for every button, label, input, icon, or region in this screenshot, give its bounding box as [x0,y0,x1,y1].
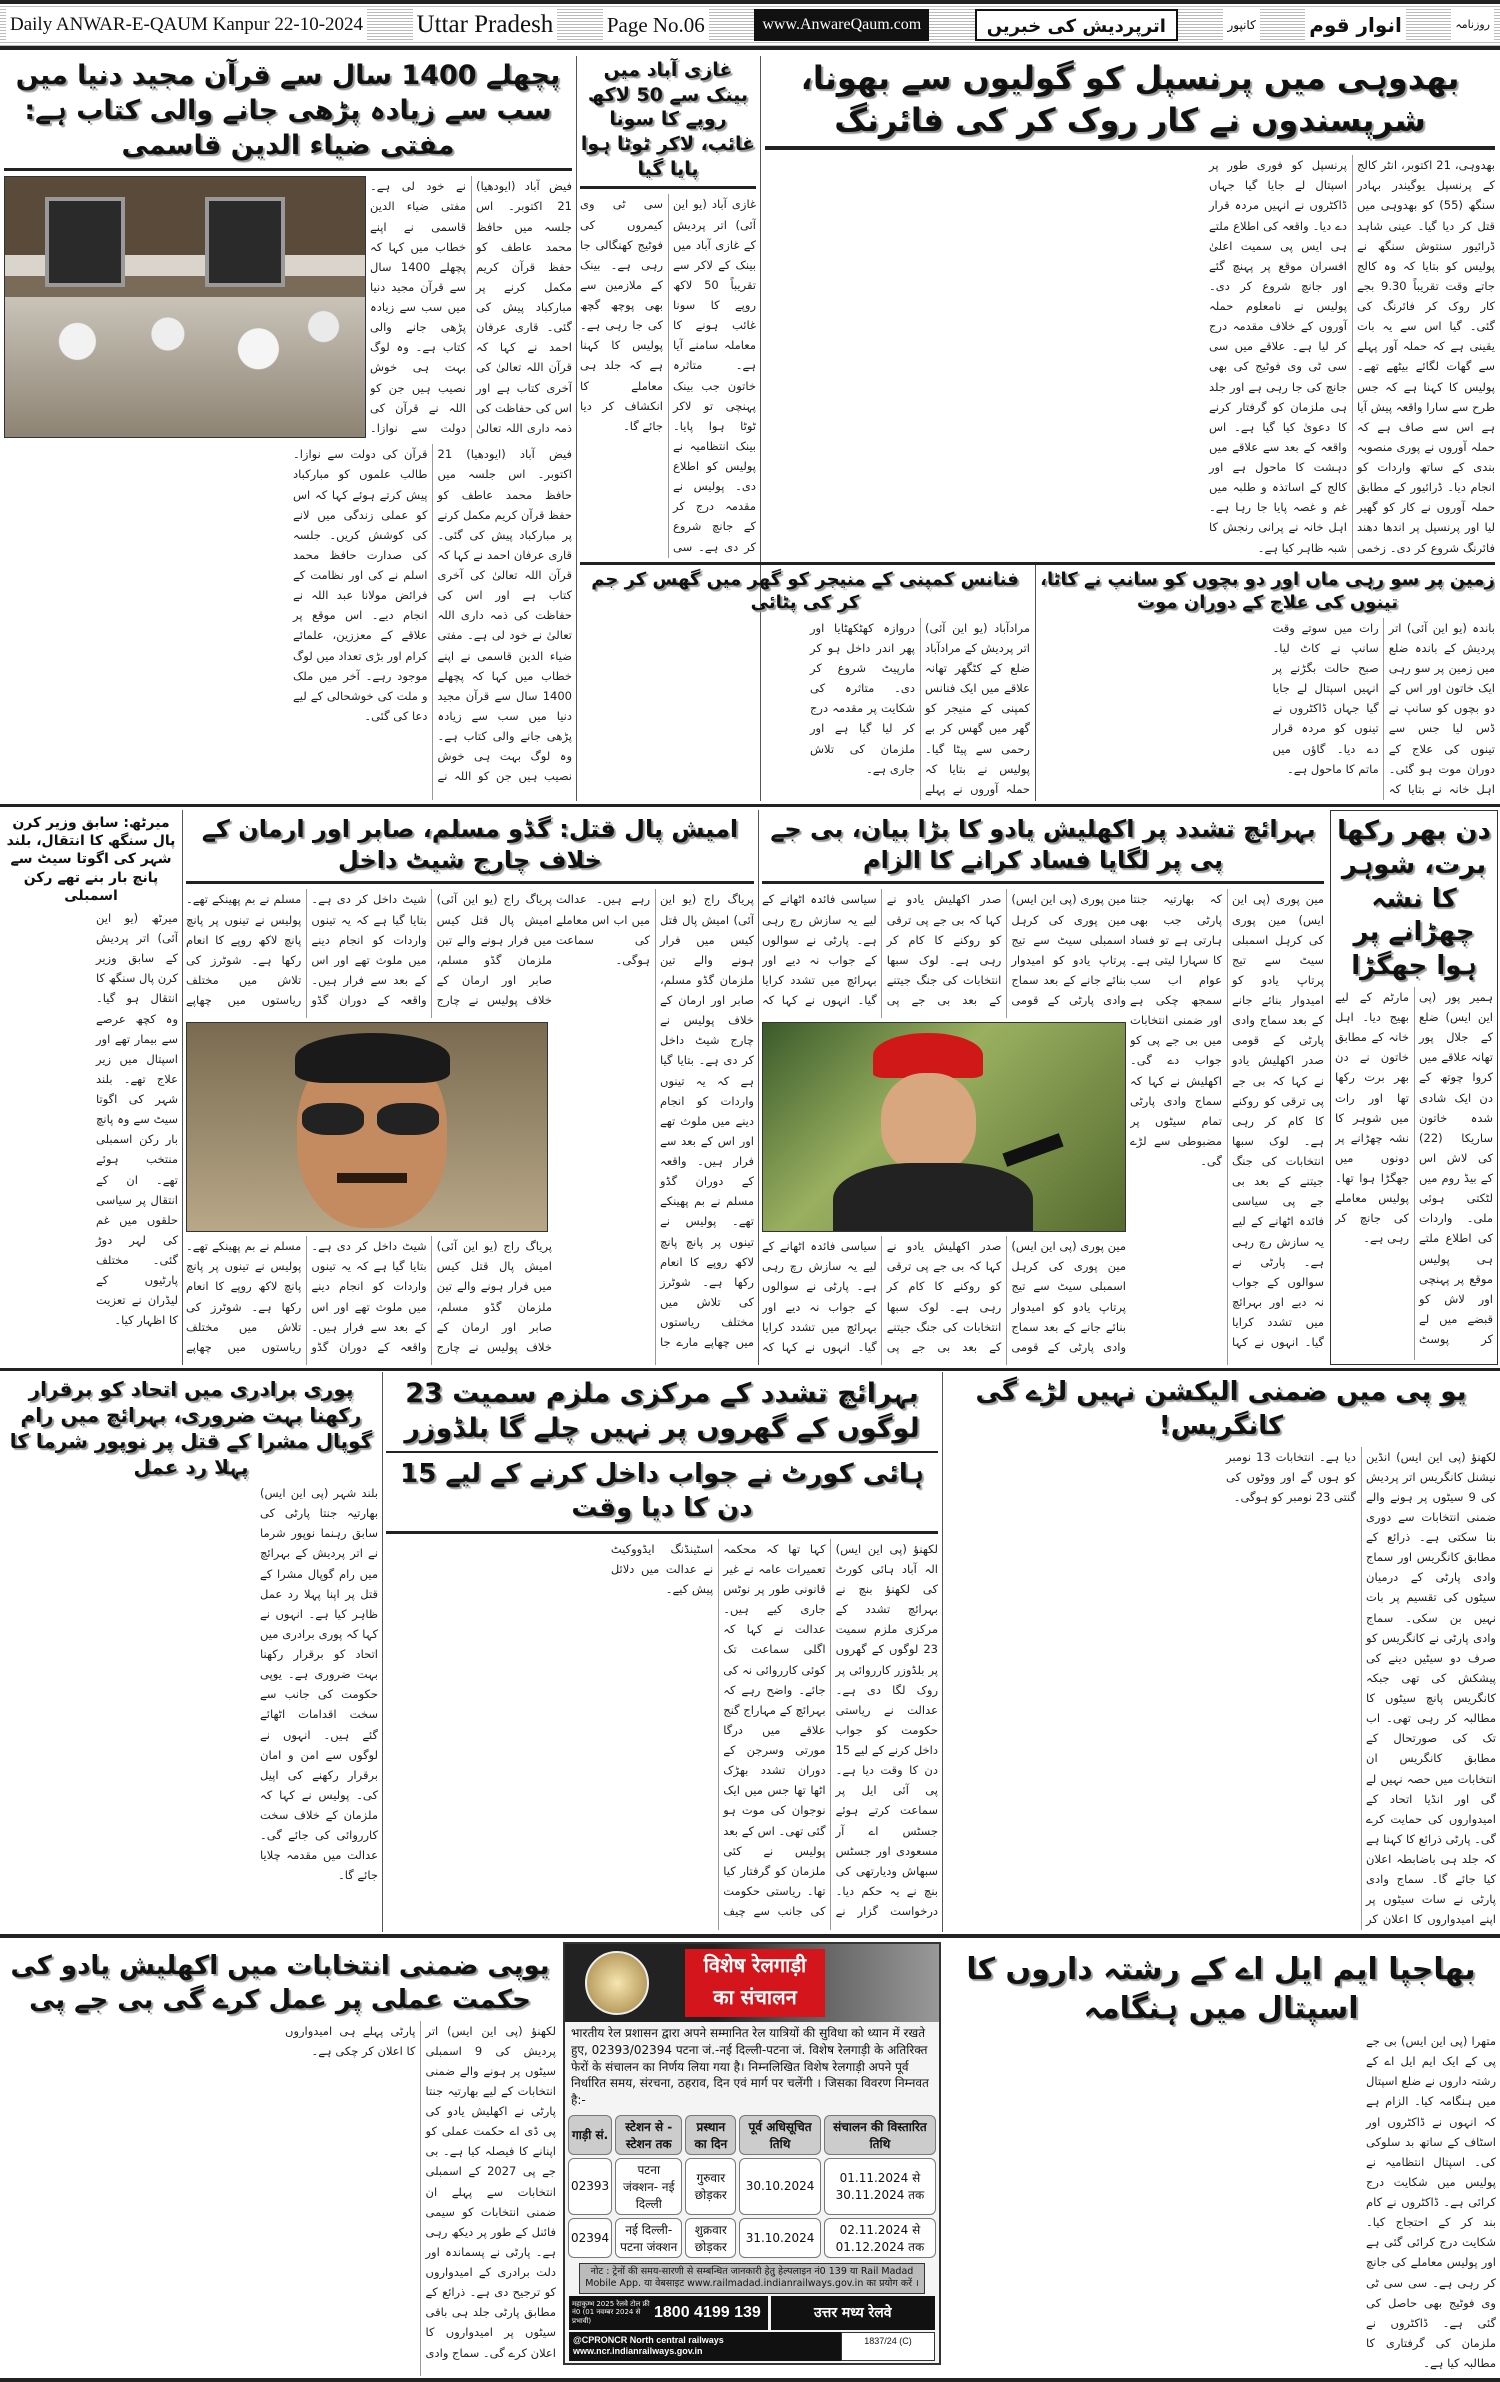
article-akhilesh [762,814,1324,1365]
headline-bulldozer: بہرائچ تشدد کے مرکزی ملزم سمیت 23 لوگوں کے گھروں پر نہیں چلے گا بلڈوزر [404,1378,920,1445]
tollfree-label: महाकुम्भ 2025 रेलवे टोल फ्री नं0 (01 नवम्बर 2024 से प्रभावी) [572,2300,650,2325]
article-akhilesh-body-c: مین پوری (پی این ایس) مین پوری کی کرہل اسمبلی سیٹ سے تیج پرتاپ یادو کو امیدوار بنائے جانے کے بعد سماج وادی پارٹی کے قومی صدر اکھلیش یادو نے کہا کہ بی جے پی ترقی کو روکنے کا کام کر رہی ہے۔ لوک سبھا انتخابات کی جنگ جیتنے کے بعد بی جے پی سیاسی فائدہ اٹھانے کے لیے یہ سازش رچ رہی ہے۔ پارٹی نے سوالوں کے جواب نہ دیے اور بہرائچ میں تشدد کرایا گیا۔ انہوں نے کہا کہ [762,1239,1126,1354]
article-quran-body-a: فیض آباد (ایودھیا) 21 اکتوبر۔ اس جلسہ میں حافظ محمد عاطف کو حفظ قرآن کریم مکمل کرنے پر مبارکباد پیش کی گئی۔ قاری عرفان احمد نے کہا کہ قرآن اللہ تعالیٰ کی آخری کتاب ہے اور اس کی حفاظت کی ذمہ داری اللہ تعالیٰ نے خود لی ہے۔ مفتی ضیاء الدین قاسمی نے اپنے خطاب میں کہا کہ پچھلے 1400 سال سے قرآن مجید دنیا میں سب سے زیادہ پڑھی جانے والی کتاب ہے۔ وہ لوگ بہت ہی خوش نصیب ہیں جن کو اللہ نے قرآن کی دولت سے نوازا۔ [370,179,572,435]
table-header-row [568,2115,936,2155]
subheadline-bulldozer: ہائی کورٹ نے جواب داخل کرنے کے لیے 15 دن کا دیا وقت [400,1459,924,1523]
photo-religious-gathering [4,176,366,438]
header-extended-date: संचालन की विस्तारित तिथि [824,2115,936,2155]
masthead-website[interactable]: www.AnwareQaum.com [754,9,929,41]
masthead-date: Daily ANWAR-E-QAUM Kanpur 22-10-2024 [6,9,367,41]
article-congress-body: لکھنؤ (پی این ایس) انڈین نیشنل کانگریس اتر پردیش کی 9 سیٹوں پر ہونے والے ضمنی انتخابات سے دوری بنا سکتی ہے۔ ذرائع کے مطابق کانگریس اور سماج وادی پارٹی کے درمیان سیٹوں کی تقسیم پر بات نہیں بن سکی۔ سماج وادی پارٹی نے کانگریس کو صرف دو سیٹیں دینے کی پیشکش کی تھی جبکہ کانگریس پانچ سیٹوں کا مطالبہ کر رہی تھی۔ اب تک کی صورتحال کے مطابق کانگریس ان انتخابات میں حصہ نہیں لے گی اور انڈیا اتحاد کے امیدواروں کی حمایت کرے گی۔ پارٹی ذرائع کا کہنا ہے کہ جلد ہی باضابطہ اعلان کیا جائے گا۔ سماج وادی پارٹی نے سات سیٹوں پر اپنے امیدواروں کا اعلان کر دیا ہے۔ انتخابات 13 نومبر کو ہوں گے اور ووٹوں کی گنتی 23 نومبر کو ہوگی۔ [1226,1449,1496,1927]
table-row [568,2158,936,2215]
article-bjp-mla-body: متھرا (پی این ایس) بی جے پی کے ایک ایم ایل اے کے رشتہ داروں نے ضلع اسپتال میں ہنگامہ کیا۔ الزام ہے کہ انہوں نے ڈاکٹروں اور اسٹاف کے ساتھ بد سلوکی کی۔ اسپتال انتظامیہ نے پولیس میں شکایت درج کرائی ہے۔ ڈاکٹروں نے کام بند کر کے احتجاج کیا۔ شکایت درج کرائی گئی ہے اور پولیس معاملے کی جانچ کر رہی ہے۔ سی سی ٹی وی فوٹیج بھی حاصل کی گئی ہے۔ ڈاکٹروں نے ملزمان کی گرفتاری کا مطالبہ کیا ہے۔ [1366,2034,1496,2370]
article-ghaziabad [580,58,756,558]
masthead [0,0,1500,50]
article-bhadohi [765,58,1495,558]
tollfree-box [569,2296,768,2330]
headline-umesh-pal: امیش پال قتل: گڈو مسلم، صابر اور ارمان کے خلاف چارج شیٹ داخل [201,815,739,875]
ad-title-line2: का संचालन [713,1985,797,2009]
article-umesh-body-a: پریاگ راج (یو این آئی) امیش پال قتل کیس میں فرار ہونے والے تین ملزمان گڈو مسلم، صابر اور ارمان کے خلاف پولیس نے چارج شیٹ داخل کر دی ہے۔ بتایا گیا ہے کہ یہ تینوں واردات کو انجام دینے میں ملوث تھے اور اس کے بعد سے فرار ہیں۔ واقعہ کے دوران گڈو مسلم نے بم پھینکے تھے۔ پولیس نے تینوں پر پانچ پانچ لاکھ روپے کا انعام رکھا ہے۔ شوٹرز کی تلاش میں مختلف ریاستوں میں چھاپے [186,892,552,1007]
ad-intro: भारतीय रेल प्रशासन द्वारा अपने सम्मानित रेल यात्रियों की सुविधा को ध्यान में रखते हुए, 02393/02394 पटना जं.-नई दिल्ली-पटना जं. विशेष रेलगाड़ी के अतिरिक्त फेरों के संचालन का निर्णय लिया गया है। निम्नलिखित विशेष रेलगाड़ी अपने पूर्व निर्धारित समय, संरचना, ठहराव, दिन एवं मार्ग पर चलेंगी । जिसका विवरण निम्नवत है:- [571,2026,929,2108]
article-quran [4,58,572,800]
cell: 02394 [568,2218,612,2258]
headline-akhilesh: بہرائچ تشدد پر اکھلیش یادو کا بڑا بیان، بی جے پی پر لگایا فساد کرانے کا الزام [770,815,1316,875]
article-ghaziabad-body: غازی آباد (یو این آئی) اتر پردیش کے غازی آباد میں بینک کے لاکر سے تقریباً 50 لاکھ روپے کا سونا غائب ہونے کا معاملہ سامنے آیا ہے۔ متاثرہ خاتون جب بینک پہنچی تو لاکر ٹوٹا ہوا پایا۔ بینک انتظامیہ نے پولیس کو اطلاع دی۔ پولیس نے مقدمہ درج کر کے جانچ شروع کر دی ہے۔ سی سی ٹی وی کیمروں کی فوٹیج کھنگالی جا رہی ہے۔ بینک کے ملازمین سے بھی پوچھ گچھ کی جا رہی ہے۔ پولیس کا کہنا ہے کہ جلد ہی معاملے کا انکشاف کر دیا جائے گا۔ [580,197,756,554]
article-bulldozer [386,1376,938,1930]
article-umesh-body-c: پریاگ راج (یو این آئی) امیش پال قتل کیس میں فرار ہونے والے تین ملزمان گڈو مسلم، صابر اور ارمان کے خلاف پولیس نے چارج شیٹ داخل کر دی ہے۔ بتایا گیا ہے کہ یہ تینوں واردات کو انجام دینے میں ملوث تھے اور اس کے بعد سے فرار ہیں۔ واقعہ کے دوران گڈو مسلم نے بم پھینکے تھے۔ پولیس نے تینوں پر پانچ پانچ لاکھ روپے کا انعام رکھا ہے۔ شوٹرز کی تلاش میں مختلف ریاستوں میں چھاپے [186,1239,552,1354]
railway-name: उत्तर मध्य रेलवे [771,2296,935,2330]
headline-fast: دن بھر رکھا برت، شوہر کا نشہ چھڑانے پر ہوا جھگڑا [1337,816,1491,982]
headline-finance: فنانس کمپنی کے منیجر کو گھر میں گھس کر جم کر کی پٹائی [591,569,1019,614]
cell: पटना जंक्शन- नई दिल्ली [615,2158,682,2215]
article-byelection [4,1950,556,2376]
article-finance [580,568,1030,800]
article-brotherhood-body: بلند شہر (پی این ایس) بھارتیہ جنتا پارٹی کی سابق رہنما نوپور شرما نے اتر پردیش کے بہرائچ میں رام گوپال مشرا کے قتل پر اپنا پہلا رد عمل ظاہر کیا ہے۔ انہوں نے کہا کہ پوری برادری میں اتحاد کو برقرار رکھنا بہت ضروری ہے۔ یوپی حکومت کی جانب سے سخت اقدامات اٹھائے گئے ہیں۔ انہوں نے لوگوں سے امن و امان برقرار رکھنے کی اپیل کی۔ پولیس نے کہا کہ ملزمان کے خلاف سخت کارروائی کی جائے گی۔ عدالت میں مقدمہ چلایا جائے گا۔ [260,1486,378,1883]
headline-quran: پچھلے 1400 سال سے قرآن مجید دنیا میں سب سے زیادہ پڑھی جانے والی کتاب ہے: مفتی ضیاء الدین قاسمی [15,60,561,162]
article-akhilesh-body-b: مین پوری (پی این ایس) مین پوری کی کرہل اسمبلی سیٹ سے تیج پرتاپ یادو کو امیدوار بنائے جانے کے بعد سماج وادی پارٹی کے قومی صدر اکھلیش یادو نے کہا کہ بی جے پی ترقی کو روکنے کا کام کر رہی ہے۔ لوک سبھا انتخابات کی جنگ جیتنے کے بعد بی جے پی سیاسی فائدہ اٹھانے کے لیے یہ سازش رچ رہی ہے۔ پارٹی نے سوالوں کے جواب نہ دیے اور بہرائچ میں تشدد کرایا گیا۔ انہوں نے کہا کہ [762,892,1126,1007]
headline-congress: یو پی میں ضمنی الیکشن نہیں لڑے گی کانگریس! [975,1377,1467,1441]
ad-title [685,1949,825,2017]
headline-byelection: یوپی ضمنی انتخابات میں اکھلیش یادو کی حکمت عملی پر عمل کرے گی بی جے پی [10,1951,550,2015]
article-bhadohi-body: بھدوہی، 21 اکتوبر، انٹر کالج کے پرنسپل یوگیندر بہادر سنگھ (55) کو بھدوہی میں قتل کر دیا گیا۔ عینی شاہد ڈرائیور سنتوش سنگھ نے پولیس کو بتایا کہ وہ کالج جاتے وقت تقریباً 9.30 بجے کار روک کر فائرنگ کی گئی۔ گیا اس سے یہ بات یقینی ہے کہ حملہ آور پہلے سے گھات لگائے بیٹھے تھے۔ پولیس کا کہنا ہے کہ جس طرح سے سارا واقعہ پیش آیا ہے اس سے صاف ہے کہ حملہ آوروں نے پوری منصوبہ بندی کے ساتھ واردات کو انجام دیا۔ ڈرائیور کے مطابق حملہ آوروں نے کار کو گھیر لیا اور پرنسپل پر اندھا دھند فائرنگ شروع کر دی۔ زخمی پرنسپل کو فوری طور پر اسپتال لے جایا گیا جہاں ڈاکٹروں نے انہیں مردہ قرار دے دیا۔ واقعہ کی اطلاع ملتے ہی ایس پی سمیت اعلیٰ افسران موقع پر پہنچ گئے اور جانچ شروع کر دی۔ پولیس نے نامعلوم حملہ آوروں کے خلاف مقدمہ درج کر لیا ہے۔ علاقے میں سی سی ٹی وی فوٹیج کی بھی جانچ کی جا رہی ہے اور جلد ہی ملزمان کو گرفتار کرنے کا دعویٰ کیا گیا ہے۔ اس واقعہ کے بعد سے علاقے میں دہشت کا ماحول ہے اور کالج کے اساتذہ و طلبہ میں غم و غصہ پایا جا رہا ہے۔ اہل خانہ نے پرانی رنجش کا شبہ ظاہر کیا ہے۔ [1209,158,1495,555]
cell: 01.11.2024 से 30.11.2024 तक [824,2158,936,2215]
article-finance-body: مرادآباد (یو این آئی) اتر پردیش کے مرادآباد ضلع کے کٹگھر تھانہ علاقے میں ایک فنانس کمپنی کے منیجر کو گھر میں گھس کر بے رحمی سے پیٹا گیا۔ پولیس نے بتایا کہ حملہ آوروں نے پہلے دروازہ کھٹکھٹایا اور پھر اندر داخل ہو کر مارپیٹ شروع کر دی۔ متاثرہ کی شکایت پر مقدمہ درج کر لیا گیا ہے اور ملزمان کی تلاش جاری ہے۔ [810,620,1030,796]
cell: 31.10.2024 [739,2218,821,2258]
masthead-page: Page No.06 [603,9,709,41]
article-akhilesh-body-a: مین پوری (پی این ایس) مین پوری کی کرہل اسمبلی سیٹ سے تیج پرتاپ یادو کو امیدوار بنائے جانے کے بعد سماج وادی پارٹی کے قومی صدر اکھلیش یادو نے کہا کہ بی جے پی ترقی کو روکنے کا کام کر رہی ہے۔ لوک سبھا انتخابات کی جنگ جیتنے کے بعد بی جے پی سیاسی فائدہ اٹھانے کے لیے یہ سازش رچ رہی ہے۔ پارٹی نے سوالوں کے جواب نہ دیے اور بہرائچ میں تشدد کرایا گیا۔ انہوں نے کہا کہ بھارتیہ جنتا پارٹی جب بھی ہارتی ہے تو فساد کا سہارا لیتی ہے۔ عوام اب سب سمجھ چکی ہے اور ضمنی انتخابات میں بی جے پی کو جواب دے گی۔ اکھلیش نے کہا کہ سماج وادی پارٹی تمام سیٹوں پر مضبوطی سے لڑے گی۔ [1130,892,1324,1350]
cell: 30.10.2024 [739,2158,821,2215]
header-train-no: गाड़ी सं. [568,2115,612,2155]
ad-social-band [569,2332,935,2361]
cell: 02.11.2024 से 01.12.2024 तक [824,2218,936,2258]
article-fast-body: ہمیر پور (پی این ایس) ضلع کے جلال پور تھانہ علاقے میں کروا چوتھ کے دن ایک شادی شدہ خاتون ساریکا (22) کی لاش اس کے بیڈ روم میں لٹکتی ہوئی ملی۔ واردات کی اطلاع ملتے ہی پولیس موقع پر پہنچی اور لاش کو قبضے میں لے کر پوسٹ مارٹم کے لیے بھیج دیا۔ اہل خانہ کے مطابق خاتون نے دن بھر برت رکھا تھا اور رات میں شوہر کا نشہ چھڑانے پر دونوں میں جھگڑا ہوا تھا۔ پولیس معاملے کی جانچ کر رہی ہے۔ [1335,989,1493,1347]
cell: शुक्रवार छोड़कर [685,2218,736,2258]
ad-title-line1: विशेष रेलगाड़ी [703,1953,807,1977]
headline-bhadohi: بھدوہی میں پرنسپل کو گولیوں سے بھونا، شرپسندوں نے کار روک کر کی فائرنگ [800,59,1460,139]
headline-bjp-mla: بھاجپا ایم ایل اے کے رشتہ داروں کا اسپتال میں ہنگامہ [966,1952,1476,2026]
header-route: स्टेशन से - स्टेशन तक [615,2115,682,2155]
article-snake-body: باندہ (یو این آئی) اتر پردیش کے باندہ ضلع میں زمین پر سو رہی ایک خاتون اور اس کے دو بچوں کو سانپ نے ڈس لیا جس سے تینوں کی علاج کے دوران موت ہو گئی۔ اہل خانہ نے بتایا کہ رات میں سوتے وقت سانپ نے کاٹ لیا۔ صبح حالت بگڑنے پر انہیں اسپتال لے جایا گیا جہاں ڈاکٹروں نے تینوں کو مردہ قرار دے دیا۔ گاؤں میں ماتم کا ماحول ہے۔ [1272,620,1495,796]
article-umesh [186,814,754,1365]
photo-accused [186,1022,548,1232]
deity-image-icon [585,1951,649,2015]
train-schedule-table [565,2112,939,2261]
header-notified-date: पूर्व अधिसूचित तिथि [739,2115,821,2155]
header-day: प्रस्थान का दिन [685,2115,736,2155]
cell: नई दिल्ली- पटना जंक्शन [615,2218,682,2258]
cell: 02393 [568,2158,612,2215]
headline-meerut: میرٹھ: سابق وزیر کرن پال سنگھ کا انتقال، بلند شہر کی اگوتا سیٹ سے پانچ بار بنے تھے رکن اسمبلی [6,815,176,904]
ad-footer-band [569,2296,935,2330]
headline-ghaziabad: غازی آباد میں بینک سے 50 لاکھ روپے کا سونا غائب، لاکر ٹوٹا ہوا پایا گیا [580,59,756,180]
article-byelection-body: لکھنؤ (پی این ایس) اتر پردیش کی 9 اسمبلی سیٹوں پر ہونے والے ضمنی انتخابات کے لیے بھارتیہ جنتا پارٹی نے اکھلیش یادو کی پی ڈی اے حکمت عملی کو اپنانے کا فیصلہ کیا ہے۔ بی جے پی 2027 کے اسمبلی انتخابات سے پہلے ان ضمنی انتخابات کو سیمی فائنل کے طور پر دیکھ رہی ہے۔ پارٹی نے پسماندہ اور دلت برادری کے امیدواروں کو ترجیح دی ہے۔ ذرائع کے مطابق پارٹی جلد ہی باقی سیٹوں پر امیدواروں کا اعلان کرے گی۔ سماج وادی پارٹی پہلے ہی امیدواروں کا اعلان کر چکی ہے۔ [285,2023,556,2360]
ad-note: नोट : ट्रेनों की समय-सारणी से सम्बन्धित जानकारी हेतु हेल्पलाइन नं0 139 या Rail Madad Mobile App. या वेबसाइट www.railmadad.indianrailways.gov.in का प्रयोग करें । [579,2263,925,2294]
ad-social[interactable]: @CPRONCR North central railways www.ncr.indianrailways.gov.in [569,2332,841,2361]
masthead-daily: روزنامہ [1451,9,1494,41]
masthead-logo: انوار قوم [1305,9,1406,41]
article-umesh-body-b: پریاگ راج (یو این آئی) امیش پال قتل کیس میں فرار ہونے والے تین ملزمان گڈو مسلم، صابر اور ارمان کے خلاف پولیس نے چارج شیٹ داخل کر دی ہے۔ بتایا گیا ہے کہ یہ تینوں واردات کو انجام دینے میں ملوث تھے اور اس کے بعد سے فرار ہیں۔ واقعہ کے دوران گڈو مسلم نے بم پھینکے تھے۔ پولیس نے تینوں پر پانچ پانچ لاکھ روپے کا انعام رکھا ہے۔ شوٹرز کی تلاش میں مختلف ریاستوں میں چھاپے مارے جا رہے ہیں۔ عدالت میں اب اس معاملے کی سماعت ہوگی۔ [556,892,754,1350]
headline-brotherhood: پوری برادری میں اتحاد کو برقرار رکھنا بہت ضروری، بہرائچ میں رام گوپال مشرا کے قتل پر نوپور شرما کا پہلا رد عمل [9,1377,373,1479]
article-bjp-mla [946,1950,1496,2376]
table-row [568,2218,936,2258]
photo-akhilesh-yadav [762,1022,1126,1232]
ad-banner [565,1944,939,2022]
headline-snake: زمین پر سو رہی ماں اور دو بچوں کو سانپ نے کاٹا، تینوں کی علاج کے دوران موت [1040,569,1495,614]
article-meerut-body: میرٹھ (یو این آئی) اتر پردیش کے سابق وزیر کرن پال سنگھ کا انتقال ہو گیا۔ وہ کچھ عرصے سے بیمار تھے اور اسپتال میں زیر علاج تھے۔ بلند شہر کی اگوتا سیٹ سے وہ پانچ بار رکن اسمبلی منتخب ہوئے تھے۔ ان کے انتقال پر سیاسی حلقوں میں غم کی لہر دوڑ گئی۔ مختلف پارٹیوں کے لیڈران نے تعزیت کا اظہار کیا۔ [96,910,178,1328]
article-bulldozer-body: لکھنؤ (پی این ایس) الہ آباد ہائی کورٹ کی لکھنؤ بنچ نے بہرائچ تشدد کے مرکزی ملزم سمیت 23 لوگوں کے گھروں پر بلڈوزر کارروائی پر روک لگا دی ہے۔ عدالت نے ریاستی حکومت کو جواب داخل کرنے کے لیے 15 دن کا وقت دیا ہے۔ پی آئی ایل پر سماعت کرتے ہوئے جسٹس اے آر مسعودی اور جسٹس سبھاش ودیارتھی کی بنچ نے یہ حکم دیا۔ درخواست گزار نے کہا تھا کہ محکمہ تعمیرات عامہ نے غیر قانونی طور پر نوٹس جاری کیے ہیں۔ عدالت نے کہا کہ اگلی سماعت تک کوئی کارروائی نہ کی جائے۔ واضح رہے کہ بہرائچ کے مہاراج گنج علاقے میں درگا مورتی وسرجن کے دوران تشدد بھڑک اٹھا تھا جس میں ایک نوجوان کی موت ہو گئی تھی۔ اس کے بعد پولیس نے کئی ملزمان کو گرفتار کیا تھا۔ ریاستی حکومت کی جانب سے چیف اسٹینڈنگ ایڈووکیٹ نے عدالت میں دلائل پیش کیے۔ [610,1541,938,1919]
article-quran-body-b: فیض آباد (ایودھیا) 21 اکتوبر۔ اس جلسہ میں حافظ محمد عاطف کو حفظ قرآن کریم مکمل کرنے پر مبارکباد پیش کی گئی۔ قاری عرفان احمد نے کہا کہ قرآن اللہ تعالیٰ کی آخری کتاب ہے اور اس کی حفاظت کی ذمہ داری اللہ تعالیٰ نے خود لی ہے۔ مفتی ضیاء الدین قاسمی نے اپنے خطاب میں کہا کہ پچھلے 1400 سال سے قرآن مجید دنیا میں سب سے زیادہ پڑھی جانے والی کتاب ہے۔ وہ لوگ بہت ہی خوش نصیب ہیں جن کو اللہ نے قرآن کی دولت سے نوازا۔ طالب علموں کو مبارکباد پیش کرتے ہوئے کہا کہ اس کو عملی زندگی میں لانے کی کوشش کریں۔ جلسہ کی صدارت حافظ محمد اسلم نے کی اور نظامت کے فرائض مولانا عبد اللہ نے انجام دیے۔ اس موقع پر علاقے کے معززین، علمائے کرام اور بڑی تعداد میں لوگ موجود رہے۔ آخر میں ملک و ملت کی خوشحالی کے لیے دعا کی گئی۔ [293,447,572,784]
ad-code: 1837/24 (C) [841,2332,935,2361]
article-congress [946,1376,1496,1930]
masthead-section-urdu: اترپردیش کی خبریں [975,9,1178,41]
masthead-city: کانپور [1223,9,1259,41]
article-brotherhood [4,1376,378,1930]
masthead-section: Uttar Pradesh [413,9,558,41]
article-meerut [4,814,178,1365]
railway-advertisement [563,1942,941,2365]
cell: गुरुवार छोड़कर [685,2158,736,2215]
tollfree-number: 1800 4199 139 [654,2303,761,2321]
article-fast [1330,810,1498,1365]
article-snake [1040,568,1495,800]
